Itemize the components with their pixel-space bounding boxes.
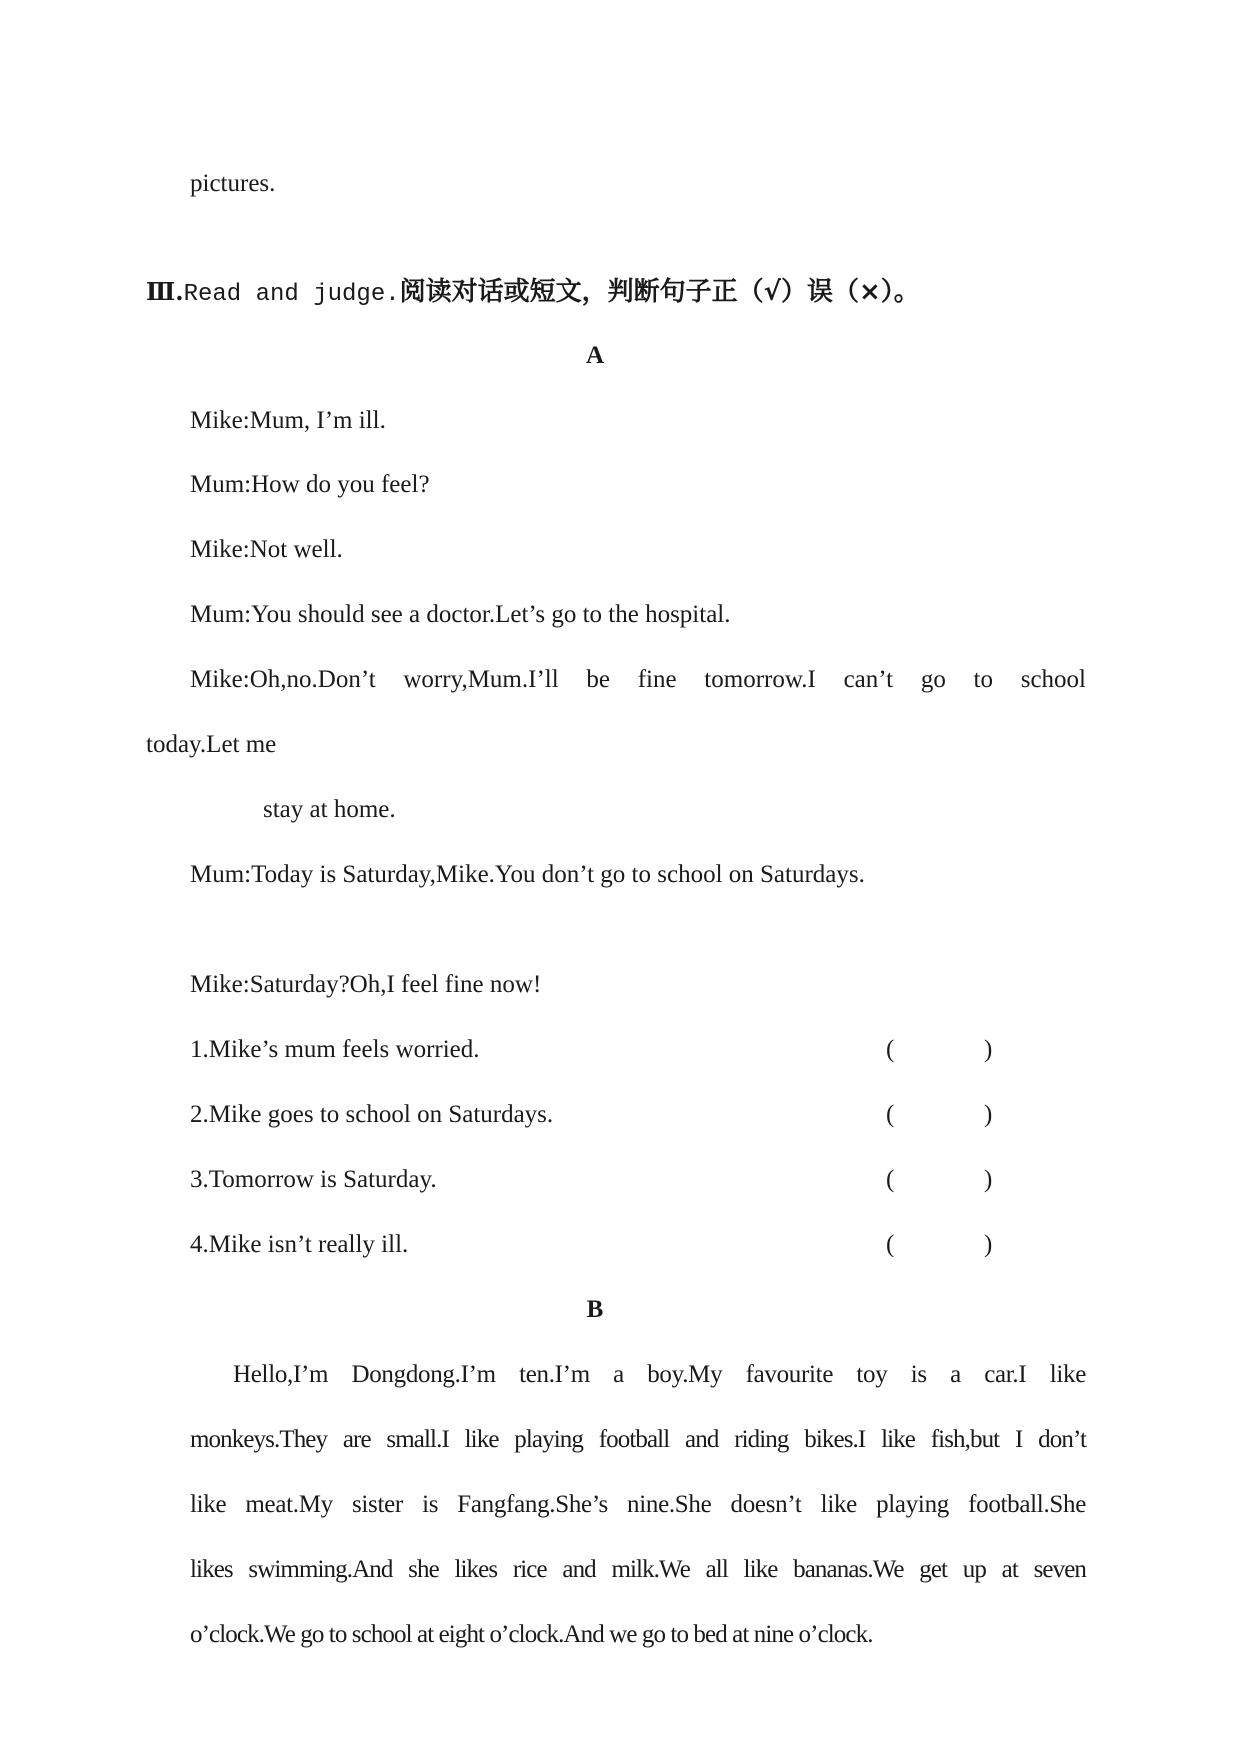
question-text: 3.Tomorrow is Saturday. — [190, 1166, 437, 1193]
passage-line: likes swimming.And she likes rice and milk.We all like bananas.We get up at seven — [190, 1556, 1086, 1583]
answer-bracket-open[interactable]: ( — [886, 1101, 895, 1128]
answer-bracket-open[interactable]: ( — [886, 1166, 895, 1193]
question-text: 4.Mike isn’t really ill. — [190, 1231, 409, 1258]
answer-bracket-open[interactable]: ( — [886, 1036, 895, 1063]
passage-line: Hello,I’m Dongdong.I’m ten.I’m a boy.My favourite toy is a car.I like — [233, 1361, 1086, 1388]
answer-bracket-close: ) — [984, 1231, 993, 1258]
dialogue-line: Mike:Saturday?Oh,I feel fine now! — [190, 971, 542, 998]
section-heading — [146, 276, 920, 311]
answer-bracket-close: ) — [984, 1166, 993, 1193]
section-title-cn: 阅读对话或短文，判断句子正（√）误（×）。 — [399, 277, 920, 307]
dialogue-line: today.Let me — [146, 731, 277, 758]
question-text: 2.Mike goes to school on Saturdays. — [190, 1101, 554, 1128]
question-text: 1.Mike’s mum feels worried. — [190, 1036, 480, 1063]
part-a-label: A — [585, 342, 605, 369]
part-b-label: B — [586, 1296, 604, 1323]
passage-line: o’clock.We go to school at eight o’clock.And we go to bed at nine o’clock. — [190, 1621, 873, 1648]
top-fragment: pictures. — [190, 170, 276, 197]
dialogue-line: Mike:Not well. — [190, 536, 343, 563]
answer-bracket-close: ) — [984, 1036, 993, 1063]
passage-line: monkeys.They are small.I like playing football and riding bikes.I like fish,but I don’t — [190, 1426, 1086, 1453]
section-title-en: Read and judge. — [183, 281, 400, 308]
passage-line: like meat.My sister is Fangfang.She’s nine.She doesn’t like playing football.She — [190, 1491, 1086, 1518]
dialogue-line: stay at home. — [263, 796, 396, 823]
section-number: Ⅲ. — [146, 277, 184, 306]
dialogue-line: Mum:How do you feel? — [190, 471, 430, 498]
dialogue-line: Mike:Oh,no.Don’t worry,Mum.I’ll be fine tomorrow.I can’t go to school — [190, 666, 1086, 693]
dialogue-line: Mum:Today is Saturday,Mike.You don’t go to school on Saturdays. — [190, 861, 865, 888]
dialogue-line: Mike:Mum, I’m ill. — [190, 407, 386, 434]
dialogue-line: Mum:You should see a doctor.Let’s go to the hospital. — [190, 601, 731, 628]
answer-bracket-close: ) — [984, 1101, 993, 1128]
answer-bracket-open[interactable]: ( — [886, 1231, 895, 1258]
